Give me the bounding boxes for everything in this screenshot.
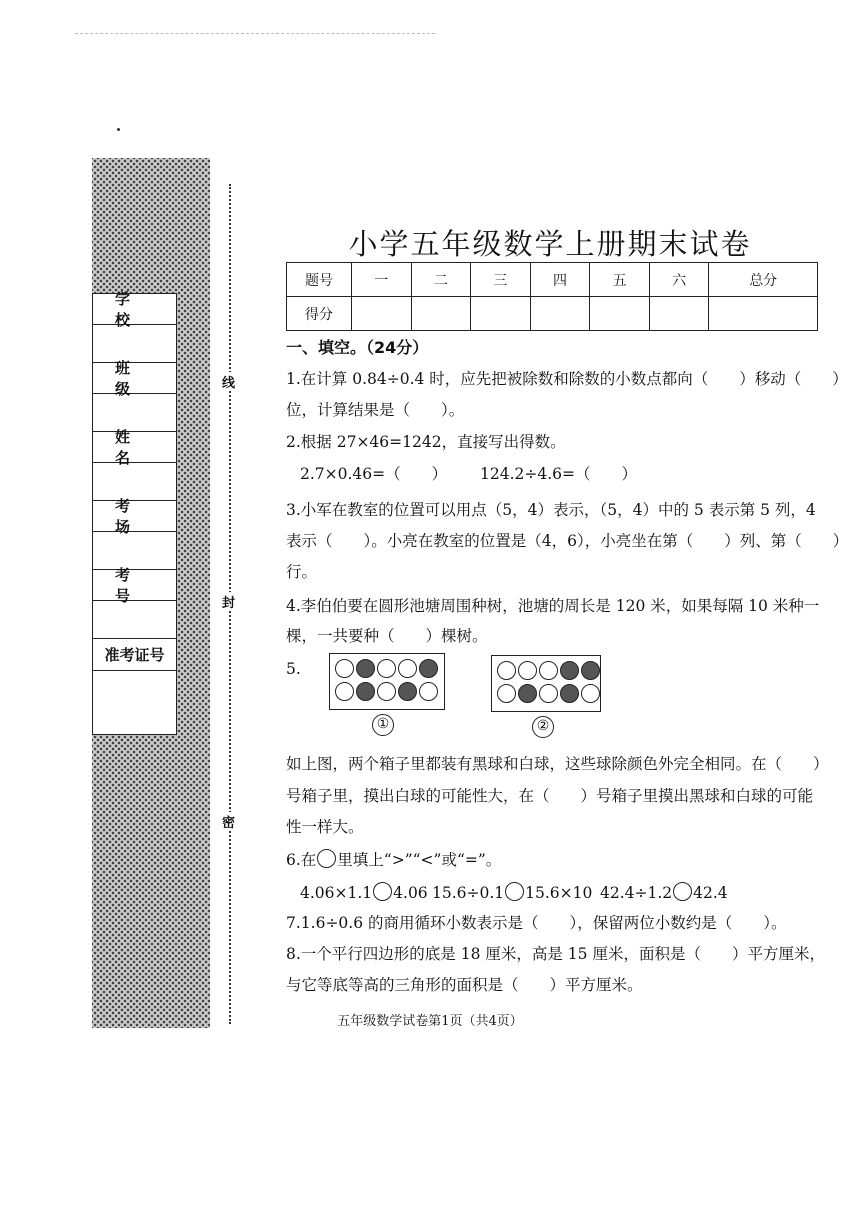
white-ball <box>398 659 417 678</box>
black-ball <box>356 682 375 701</box>
question-7: 7.1.6÷0.6 的商用循环小数表示是（ ），保留两位小数约是（ ）。 <box>286 914 787 932</box>
scan-speck <box>117 128 120 131</box>
white-ball <box>539 661 558 680</box>
score-cell[interactable] <box>411 297 471 331</box>
score-cell[interactable] <box>709 297 818 331</box>
exam-room-label: 考场 <box>93 501 176 532</box>
white-ball <box>377 682 396 701</box>
exam-number-label: 考号 <box>93 570 176 601</box>
question-3-line-3: 行。 <box>286 563 318 581</box>
q6-a-left: 4.06×1.1 <box>300 884 373 902</box>
score-header-cell: 四 <box>530 263 590 297</box>
black-ball <box>560 684 579 703</box>
white-ball <box>518 661 537 680</box>
question-5-line-3: 性一样大。 <box>286 818 364 836</box>
black-ball <box>518 684 537 703</box>
question-8-line-2: 与它等底等高的三角形的面积是（ ）平方厘米。 <box>286 976 643 994</box>
compare-circle-input[interactable] <box>673 882 692 901</box>
score-cell[interactable] <box>649 297 709 331</box>
question-8-line-1: 8.一个平行四边形的底是 18 厘米，高是 15 厘米，面积是（ ）平方厘米， <box>286 945 825 963</box>
ball-box-2 <box>491 655 601 712</box>
white-ball <box>419 682 438 701</box>
question-6-item-a <box>300 882 428 903</box>
seal-mark-line: 线 <box>222 372 235 391</box>
question-6-item-c <box>600 882 728 903</box>
question-6-item-b <box>432 882 592 903</box>
school-label: 学校 <box>93 294 176 325</box>
q6-a-right: 4.06 <box>393 884 428 902</box>
question-1-line-1: 1.在计算 0.84÷0.4 时，应先把被除数和除数的小数点都向（ ）移动（ ） <box>286 370 848 388</box>
q6-c-right: 42.4 <box>693 884 728 902</box>
score-header-cell: 六 <box>649 263 709 297</box>
scan-edge-line <box>75 33 435 34</box>
score-table <box>286 262 818 331</box>
name-label: 姓名 <box>93 432 176 463</box>
question-2-line-1: 2.根据 27×46=1242，直接写出得数。 <box>286 433 566 451</box>
question-1-line-2: 位，计算结果是（ ）。 <box>286 401 465 419</box>
score-header-cell: 五 <box>590 263 650 297</box>
score-table-header-row <box>287 263 818 297</box>
score-cell[interactable] <box>590 297 650 331</box>
question-3-line-1: 3.小军在教室的位置可以用点（5，4）表示，（5，4）中的 5 表示第 5 列，4 <box>286 501 816 519</box>
seal-mark-secret: 密 <box>222 812 235 831</box>
white-ball <box>539 684 558 703</box>
class-label: 班级 <box>93 363 176 394</box>
score-header-cell: 二 <box>411 263 471 297</box>
q6-b-left: 15.6÷0.1 <box>432 884 505 902</box>
q6-b-right: 15.6×10 <box>525 884 593 902</box>
compare-circle-input[interactable] <box>505 882 524 901</box>
page-title: 小学五年级数学上册期末试卷 <box>348 227 752 261</box>
score-header-cell: 总分 <box>709 263 818 297</box>
admission-number-label: 准考证号 <box>93 639 176 671</box>
box-2-label: ② <box>532 716 554 738</box>
black-ball <box>581 661 600 680</box>
score-cell[interactable] <box>471 297 531 331</box>
question-5-number: 5. <box>286 660 301 678</box>
white-ball <box>497 661 516 680</box>
box-1-label: ① <box>372 714 394 736</box>
black-ball <box>398 682 417 701</box>
ball-box-1 <box>329 653 445 710</box>
question-5-line-1: 如上图，两个箱子里都装有黑球和白球，这些球除颜色外完全相同。在（ ） <box>286 755 829 773</box>
white-ball <box>335 682 354 701</box>
score-cell[interactable] <box>530 297 590 331</box>
student-info-box <box>92 290 177 735</box>
score-row-label: 得分 <box>287 297 352 331</box>
white-ball <box>335 659 354 678</box>
question-6-post: 里填上“>”“<”或“=”。 <box>337 851 502 869</box>
question-4-line-2: 棵，一共要种（ ）棵树。 <box>286 627 488 645</box>
white-ball <box>377 659 396 678</box>
score-cell[interactable] <box>352 297 412 331</box>
page-footer: 五年级数学试卷第1页（共4页） <box>337 1014 523 1029</box>
section-heading: 一、填空。（24分） <box>286 338 429 357</box>
score-header-cell: 一 <box>352 263 412 297</box>
exam-number-field[interactable] <box>93 601 176 639</box>
admission-number-field[interactable] <box>93 671 176 708</box>
seal-mark-seal: 封 <box>222 592 235 611</box>
white-ball <box>497 684 516 703</box>
question-5-line-2: 号箱子里，摸出白球的可能性大，在（ ）号箱子里摸出黑球和白球的可能 <box>286 787 814 805</box>
question-6-pre: 6.在 <box>286 851 317 869</box>
black-ball <box>419 659 438 678</box>
score-header-cell: 三 <box>471 263 531 297</box>
circle-icon <box>317 849 336 868</box>
question-2-item-b: 124.2÷4.6=（ ） <box>480 465 637 483</box>
black-ball <box>560 661 579 680</box>
question-3-line-2: 表示（ ）。小亮在教室的位置是（4，6），小亮坐在第（ ）列、第（ ） <box>286 532 849 550</box>
black-ball <box>356 659 375 678</box>
question-6-instruction <box>286 849 501 870</box>
q6-c-left: 42.4÷1.2 <box>600 884 673 902</box>
question-2-item-a: 2.7×0.46=（ ） <box>300 465 448 483</box>
question-4-line-1: 4.李伯伯要在圆形池塘周围种树，池塘的周长是 120 米，如果每隔 10 米种一 <box>286 597 820 615</box>
compare-circle-input[interactable] <box>373 882 392 901</box>
score-header-cell: 题号 <box>287 263 352 297</box>
score-table-score-row <box>287 297 818 331</box>
white-ball <box>581 684 600 703</box>
